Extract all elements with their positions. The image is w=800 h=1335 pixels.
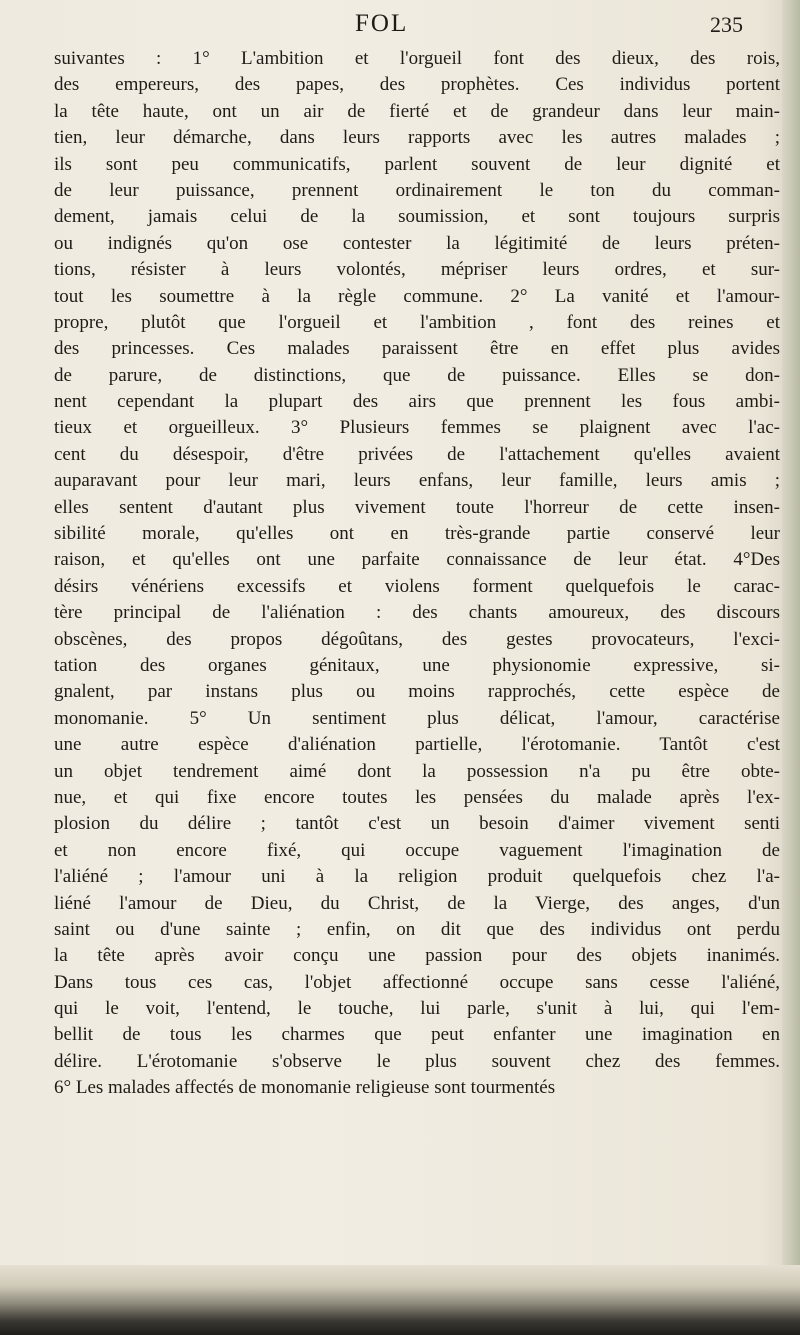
binding-edge xyxy=(782,0,800,1335)
text-line: des empereurs, des papes, des prophètes. Ces individus portent xyxy=(54,74,780,96)
body-text xyxy=(54,46,780,1102)
page-number: 235 xyxy=(710,12,743,37)
text-line: cent du désespoir, d'être privées de l'attachement qu'elles avaient xyxy=(54,443,780,465)
text-line: 6° Les malades affectés de monomanie religieuse sont tourmentés xyxy=(54,1077,556,1099)
text-line: tation des organes génitaux, une physionomie expressive, si- xyxy=(54,654,780,676)
text-line: des princesses. Ces malades paraissent être en effet plus avides xyxy=(54,338,780,360)
page-header xyxy=(0,10,800,46)
text-line: désirs vénériens excessifs et violens forment quelquefois le carac- xyxy=(54,575,780,597)
text-line: sibilité morale, qu'elles ont en très-grande partie conservé leur xyxy=(54,523,780,545)
text-line: saint ou d'une sainte ; enfin, on dit que des individus ont perdu xyxy=(54,918,780,940)
text-line: ou indignés qu'on ose contester la légitimité de leurs préten- xyxy=(54,232,780,254)
text-line: elles sentent d'autant plus vivement toute l'horreur de cette insen- xyxy=(54,496,780,518)
text-line: délire. L'érotomanie s'observe le plus souvent chez des femmes. xyxy=(54,1050,780,1072)
text-line: Dans tous ces cas, l'objet affectionné occupe sans cesse l'aliéné, xyxy=(54,971,780,993)
text-line: obscènes, des propos dégoûtans, des gestes provocateurs, l'exci- xyxy=(54,628,780,650)
text-line: de parure, de distinctions, que de puissance. Elles se don- xyxy=(54,364,780,386)
text-line: ils sont peu communicatifs, parlent souvent de leur dignité et xyxy=(54,153,780,175)
text-line: qui le voit, l'entend, le touche, lui parle, s'unit à lui, qui l'em- xyxy=(54,998,780,1020)
text-line: de leur puissance, prennent ordinairement le ton du comman- xyxy=(54,179,780,201)
text-line: l'aliéné ; l'amour uni à la religion produit quelquefois chez l'a- xyxy=(54,866,780,888)
text-line: tout les soumettre à la règle commune. 2° La vanité et l'amour- xyxy=(54,285,780,307)
text-line: dement, jamais celui de la soumission, et sont toujours surpris xyxy=(54,206,780,228)
text-line: la tête haute, ont un air de fierté et de grandeur dans leur main- xyxy=(54,100,780,122)
text-line: plosion du délire ; tantôt c'est un besoin d'aimer vivement senti xyxy=(54,813,780,835)
text-line: suivantes : 1° L'ambition et l'orgueil font des dieux, des rois, xyxy=(54,48,780,69)
scan-shadow-band xyxy=(0,1265,800,1335)
text-line: liéné l'amour de Dieu, du Christ, de la Vierge, des anges, d'un xyxy=(54,892,780,914)
text-line: nent cependant la plupart des airs que prennent les fous ambi- xyxy=(54,391,780,413)
text-line: nue, et qui fixe encore toutes les pensées du malade après l'ex- xyxy=(54,786,780,808)
text-line: tère principal de l'aliénation : des chants amoureux, des discours xyxy=(54,602,780,624)
text-line: bellit de tous les charmes que peut enfanter une imagination en xyxy=(54,1024,780,1046)
text-line: un objet tendrement aimé dont la possession n'a pu être obte- xyxy=(54,760,780,782)
text-line: propre, plutôt que l'orgueil et l'ambition , font des reines et xyxy=(54,311,780,333)
text-line: auparavant pour leur mari, leurs enfans, leur famille, leurs amis ; xyxy=(54,470,780,492)
text-line: une autre espèce d'aliénation partielle, l'érotomanie. Tantôt c'est xyxy=(54,734,780,756)
text-line: monomanie. 5° Un sentiment plus délicat, l'amour, caractérise xyxy=(54,707,780,729)
text-line: raison, et qu'elles ont une parfaite connaissance de leur état. 4°Des xyxy=(54,549,780,571)
text-line: tien, leur démarche, dans leurs rapports avec les autres malades ; xyxy=(54,127,780,149)
text-line: et non encore fixé, qui occupe vaguement l'imagination de xyxy=(54,839,780,861)
text-line: gnalent, par instans plus ou moins rapprochés, cette espèce de xyxy=(54,681,780,703)
running-head: FOL xyxy=(355,10,409,37)
text-line: la tête après avoir conçu une passion pour des objets inanimés. xyxy=(54,945,780,967)
text-line: tions, résister à leurs volontés, mépriser leurs ordres, et sur- xyxy=(54,259,780,281)
text-line: tieux et orgueilleux. 3° Plusieurs femmes se plaignent avec l'ac- xyxy=(54,417,780,439)
